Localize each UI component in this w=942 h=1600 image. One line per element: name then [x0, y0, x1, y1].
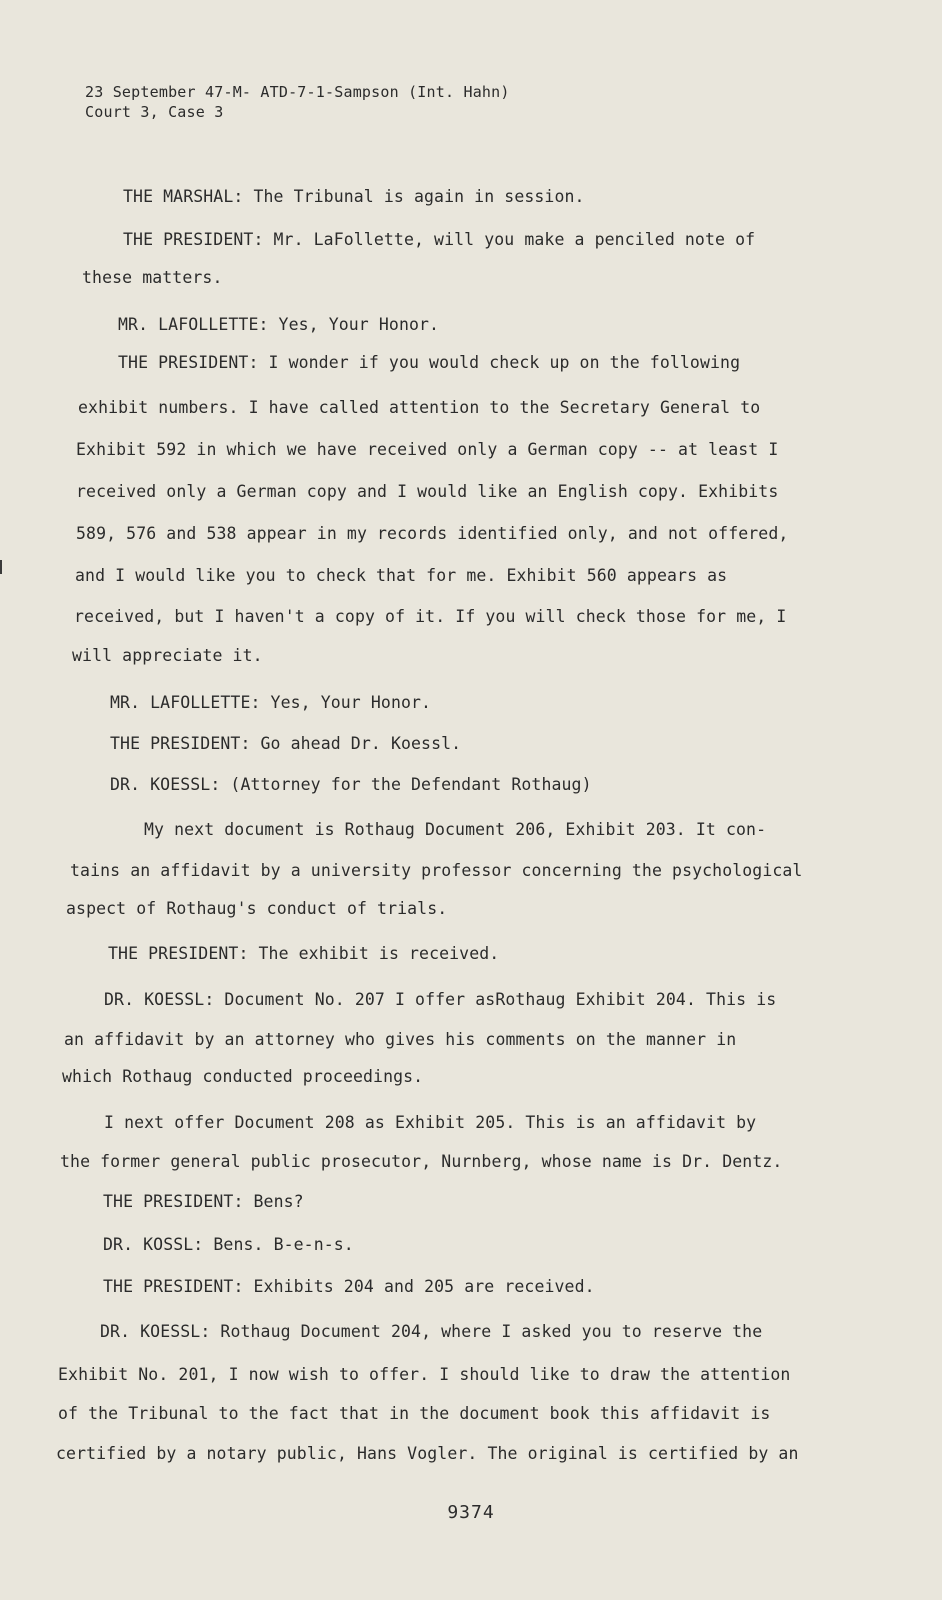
text-line: I next offer Document 208 as Exhibit 205. This is an affidavit by	[104, 1113, 757, 1132]
text-line: DR. KOSSL: Bens. B-e-n-s.	[103, 1235, 354, 1254]
text-line: DR. KOESSL: Document No. 207 I offer asRothaug Exhibit 204. This is	[104, 990, 777, 1009]
text-line: which Rothaug conducted proceedings.	[62, 1067, 424, 1086]
text-line: these matters.	[82, 268, 223, 287]
text-line: MR. LAFOLLETTE: Yes, Your Honor.	[118, 315, 440, 334]
text-line: Exhibit No. 201, I now wish to offer. I should like to draw the attention	[58, 1365, 791, 1384]
text-line: MR. LAFOLLETTE: Yes, Your Honor.	[110, 693, 432, 712]
text-line: aspect of Rothaug's conduct of trials.	[66, 899, 448, 918]
text-line: 589, 576 and 538 appear in my records identified only, and not offered,	[76, 524, 789, 543]
header-line-1: 23 September 47-M- ATD-7-1-Sampson (Int. Hahn)	[85, 83, 510, 101]
text-line: THE MARSHAL: The Tribunal is again in session.	[123, 187, 585, 206]
text-line: THE PRESIDENT: Bens?	[103, 1192, 304, 1211]
document-header	[85, 82, 510, 122]
text-line: exhibit numbers. I have called attention to the Secretary General to	[78, 398, 761, 417]
page-number: 9374	[447, 1502, 495, 1523]
text-line: certified by a notary public, Hans Vogler. The original is certified by an	[56, 1444, 799, 1463]
text-line: THE PRESIDENT: Mr. LaFollette, will you make a penciled note of	[123, 230, 756, 249]
header-line-2: Court 3, Case 3	[85, 103, 224, 121]
text-line: My next document is Rothaug Document 206, Exhibit 203. It con-	[144, 820, 767, 839]
text-line: of the Tribunal to the fact that in the document book this affidavit is	[58, 1404, 771, 1423]
text-line: an affidavit by an attorney who gives his comments on the manner in	[64, 1030, 737, 1049]
text-line: received, but I haven't a copy of it. If you will check those for me, I	[74, 607, 787, 626]
text-line: THE PRESIDENT: Go ahead Dr. Koessl.	[110, 734, 462, 753]
text-line: and I would like you to check that for me. Exhibit 560 appears as	[75, 566, 728, 585]
text-line: THE PRESIDENT: I wonder if you would check up on the following	[118, 353, 741, 372]
text-line: THE PRESIDENT: Exhibits 204 and 205 are received.	[103, 1277, 595, 1296]
text-line: tains an affidavit by a university professor concerning the psychological	[70, 861, 803, 880]
text-line: will appreciate it.	[72, 646, 263, 665]
scan-edge-mark	[0, 560, 2, 574]
text-line: DR. KOESSL: (Attorney for the Defendant Rothaug)	[110, 775, 592, 794]
text-line: DR. KOESSL: Rothaug Document 204, where I asked you to reserve the	[100, 1322, 763, 1341]
text-line: received only a German copy and I would like an English copy. Exhibits	[76, 482, 779, 501]
text-line: the former general public prosecutor, Nurnberg, whose name is Dr. Dentz.	[60, 1152, 783, 1171]
text-line: Exhibit 592 in which we have received only a German copy -- at least I	[76, 440, 779, 459]
text-line: THE PRESIDENT: The exhibit is received.	[108, 944, 500, 963]
